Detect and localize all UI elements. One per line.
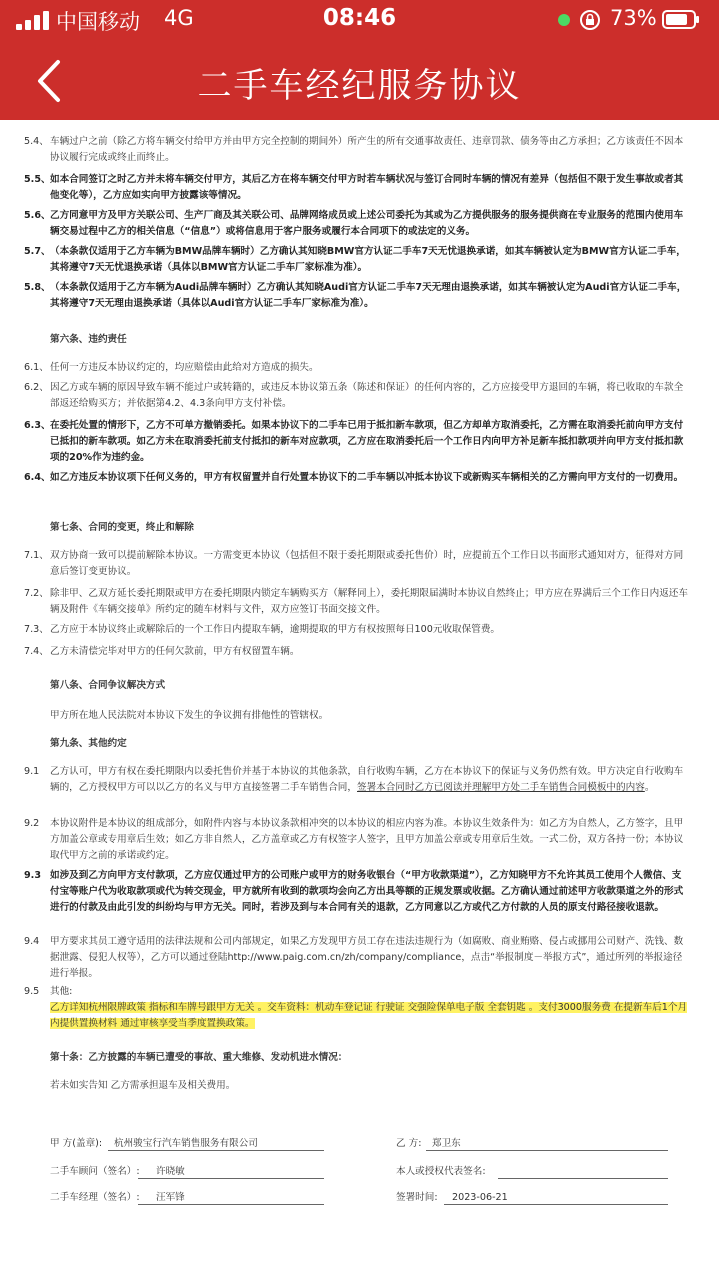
clause-text: 如涉及到乙方向甲方支付款项，乙方应仅通过甲方的公司账户或甲方的财务收银台（“甲方收款渠道”），乙方知晓甲方不允许其员工使用个人微信、支付宝等账户代为收取款项或代为转交现金，甲方就所有收到的款项均会向乙方出具等额的正规发票或收据。乙方确认通过前述甲方收款渠道之外的形式进行的付款及由此引发的纠纷均与甲方无关。同时，若涉及到与本合同有关的退款，乙方同意以乙方或代乙方付款的人员的原支付路径接收退款。 xyxy=(50,870,684,913)
clause-number: 5.6、 xyxy=(24,210,51,221)
clause-number: 6.1、 xyxy=(24,362,49,373)
clause-text: 本协议附件是本协议的组成部分，如附件内容与本协议条款相冲突的以本协议的相应内容为准。本协议生效条件为：如乙方为自然人，乙方签字，且甲方加盖公章或专用章后生效；如乙方非自然人，乙方盖章或乙方有权签字人签字，且甲方加盖公章或专用章后生效。一式二份，双方各持一份；本协议取代甲方之前的承诺或约定。 xyxy=(50,818,684,861)
clause-text: 乙方应于本协议终止或解除后的一个工作日内提取车辆，逾期提取的甲方有权按照每日100元收取保管费。 xyxy=(50,624,501,635)
section-8-title: 第八条、合同争议解决方式 xyxy=(50,680,166,691)
section-10-text: 若未如实告知 乙方需承担退车及相关费用。 xyxy=(50,1080,236,1091)
clause-number: 5.4、 xyxy=(24,136,49,147)
network-type: 4G xyxy=(164,6,194,30)
manager-value: 汪军锋 xyxy=(156,1192,185,1203)
status-time: 08:46 xyxy=(322,5,397,31)
carrier-name: 中国移动 xyxy=(56,10,140,34)
party-a-value: 杭州骏宝行汽车销售服务有限公司 xyxy=(114,1138,258,1149)
clause-text: 除非甲、乙双方延长委托期限或甲方在委托期限内锁定车辆购买方（解释同上），委托期限届满时本协议自然终止；甲方应在界满后三个工作日内返还车辆及附件《车辆交接单》所约定的随车材料与文件，双方应签订书面交接文件。 xyxy=(50,588,688,615)
section-6-title: 第六条、违约责任 xyxy=(50,334,127,345)
section-10-title: 第十条：乙方披露的车辆已遭受的事故、重大维修、发动机进水情况： xyxy=(50,1052,348,1063)
clause-number: 9.2 xyxy=(24,818,40,829)
section-8-text: 甲方所在地人民法院对本协议下发生的争议拥有排他性的管辖权。 xyxy=(50,710,329,721)
clause-text: 乙方未清偿完毕对甲方的任何欠款前，甲方有权留置车辆。 xyxy=(50,646,300,657)
party-b-label: 乙 方: xyxy=(396,1138,422,1149)
clause-number: 9.3 xyxy=(24,870,41,881)
party-b-value: 郑卫东 xyxy=(432,1138,461,1149)
clause-text: 因乙方或车辆的原因导致车辆不能过户或转籍的，或违反本协议第五条（陈述和保证）的任何内容的，乙方应接受甲方退回的车辆，将已收取的车款全部返还给购买方；并依据第4.2、4.3条向甲方支付补偿。 xyxy=(50,382,684,409)
battery-percent: 73% xyxy=(610,6,657,30)
clause-number: 9.5 xyxy=(24,986,40,997)
clause-number: 7.3、 xyxy=(24,624,49,635)
clause-text: 双方协商一致可以提前解除本协议。一方需变更本协议（包括但不限于委托期限或委托售价）时，应提前五个工作日以书面形式通知对方，征得对方同意后签订变更协议。 xyxy=(50,550,684,577)
clause-text: 任何一方违反本协议约定的，均应赔偿由此给对方造成的损失。 xyxy=(50,362,319,373)
clause-number: 7.4、 xyxy=(24,646,49,657)
clause-number: 7.2、 xyxy=(24,588,49,599)
clause-text: 在委托处置的情形下，乙方不可单方撤销委托。如果本协议下的二手车已用于抵扣新车款项，但乙方却单方取消委托，乙方需在取消委托前向甲方支付已抵扣的新车款项。如乙方未在取消委托前支付抵扣的新车对应款项，乙方应在取消委托后一个工作日内向甲方补足新车抵扣款项并向甲方支付抵扣款项的20%作为违约金。 xyxy=(50,420,684,463)
clause-number: 5.8、 xyxy=(24,282,51,293)
app-header xyxy=(0,0,719,120)
clause-number: 5.7、 xyxy=(24,246,51,257)
clause-text: 如本合同签订之时乙方并未将车辆交付甲方，其后乙方在将车辆交付甲方时若车辆状况与签订合同时车辆的情况有差异（包括但不限于发生事故或者其他变化等），乙方应如实向甲方披露该等情况。 xyxy=(50,174,684,201)
highlighted-note: 乙方详知杭州限牌政策 指标和车牌号跟甲方无关 。交车资料：机动车登记证 行驶证 交强险保单电子版 全套钥匙 。支付3000服务费 在提新车后1个月内提供置换材料 通过审核享受当季度置换政策。 xyxy=(50,1002,688,1029)
section-9-title: 第九条、其他约定 xyxy=(50,738,127,749)
page-title: 二手车经纪服务协议 xyxy=(197,66,522,106)
agreement-document[interactable] xyxy=(0,120,719,1280)
clause-number: 5.5、 xyxy=(24,174,51,185)
date-label: 签署时间: xyxy=(396,1192,438,1203)
advisor-value: 许晓敏 xyxy=(156,1166,185,1177)
clause-9-1-end: 。 xyxy=(644,782,655,793)
representative-label: 本人或授权代表签名: xyxy=(396,1166,486,1177)
battery-icon xyxy=(662,10,700,29)
clause-number: 9.4 xyxy=(24,936,40,947)
status-bar xyxy=(0,0,719,40)
date-value: 2023-06-21 xyxy=(452,1192,508,1203)
green-dot-icon xyxy=(558,14,570,26)
clause-text: 如乙方违反本协议项下任何义务的，甲方有权留置并自行处置本协议下的二手车辆以冲抵本协议下或新购买车辆相关的乙方需向甲方支付的一切费用。 xyxy=(50,472,684,483)
representative-field xyxy=(498,1164,668,1179)
clause-text: 车辆过户之前（除乙方将车辆交付给甲方并由甲方完全控制的期间外）所产生的所有交通事故责任、违章罚款、债务等由乙方承担；乙方该责任不因本协议履行完成或终止而终止。 xyxy=(50,136,684,163)
manager-label: 二手车经理（签名）: xyxy=(50,1192,140,1203)
clause-9-1-text: 乙方认可，甲方有权在委托期限内以委托售价并基于本协议的其他条款，自行收购车辆，乙方在本协议下的保证与义务仍然有效。甲方决定自行收购车辆的，乙方授权甲方可以以乙方的名义与甲方直接签署二手车销售合同， xyxy=(50,766,684,793)
clause-label: 其他: xyxy=(50,986,73,997)
section-7-title: 第七条、合同的变更，终止和解除 xyxy=(50,522,194,533)
rotation-lock-icon xyxy=(578,8,602,32)
clause-number: 6.3、 xyxy=(24,420,51,431)
clause-text: 甲方要求其员工遵守适用的法律法规和公司内部规定，如果乙方发现甲方员工存在违法违规行为（如腐败、商业贿赂、侵占或挪用公司财产、洗钱、数据泄露、侵犯人权等），乙方可以通过登陆http://www.paig.com.cn/zh/company/compliance，点击“举报制度－举报方式”，通过所列的举报途径进行举报。 xyxy=(50,936,684,979)
clause-text: （本条款仅适用于乙方车辆为BMW品牌车辆时）乙方确认其知晓BMW官方认证二手车7天无忧退换承诺，如其车辆被认定为BMW官方认证二手车，其将遵守7天无忧退换承诺（具体以BMW官方认证二手车厂家标准为准）。 xyxy=(50,246,686,273)
party-b-field xyxy=(426,1136,668,1151)
clause-text: 乙方同意甲方及甲方关联公司、生产厂商及其关联公司、品牌网络成员或上述公司委托为其或为乙方提供服务的服务提供商在专业服务的范围内使用车辆交易过程中乙方的相关信息（“信息”）或将信息用于客户服务或履行本合同项下的或法定的义务。 xyxy=(50,210,684,237)
clause-number: 6.2、 xyxy=(24,382,49,393)
clause-text: （本条款仅适用于乙方车辆为Audi品牌车辆时）乙方确认其知晓Audi官方认证二手车7天无理由退换承诺，如其车辆被认定为Audi官方认证二手车，其将遵守7天无理由退换承诺（具体以Audi官方认证二手车厂家标准为准）。 xyxy=(50,282,687,309)
clause-number: 9.1 xyxy=(24,766,40,777)
clause-number: 7.1、 xyxy=(24,550,49,561)
party-a-label: 甲 方(盖章): xyxy=(50,1138,103,1149)
clause-number: 6.4、 xyxy=(24,472,51,483)
clause-text xyxy=(50,764,690,796)
clause-9-1-underlined: 签署本合同时乙方已阅读并理解甲方处二手车销售合同模板中的内容 xyxy=(357,782,645,793)
advisor-label: 二手车顾问（签名）: xyxy=(50,1166,140,1177)
